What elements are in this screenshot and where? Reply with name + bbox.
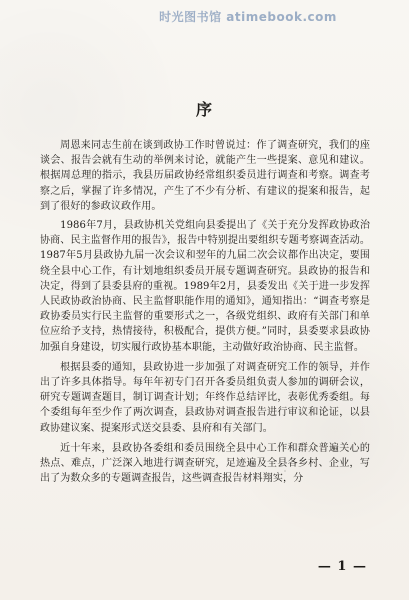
document-body (40, 138, 370, 491)
watermark: 时光图书馆 atimebook.com (159, 10, 337, 24)
paper-speck (108, 377, 110, 379)
page-title: 序 (195, 100, 213, 119)
paragraph-1: 周恩来同志生前在谈到政协工作时曾说过：作了调查研究，我们的座谈会、报告会就有生动的举例来讨论，就能产生一些提案、意见和建议。根据周总理的指示，我县历届政协经常组织委员进行调查和考察。调查考察之后，掌握了许多情况，产生了不少有分析、有建议的提案和报告，起到了很好的参政议政作用。 (40, 140, 370, 212)
paper-speck (284, 470, 286, 472)
paragraph-4: 近十年来，县政协各委组和委员围绕全县中心工作和群众普遍关心的热点、难点，广泛深入地进行调查研究，足迹遍及全县各乡村、企业，写出了为数众多的专题调查报告，这些调查报告材料翔实，分 (40, 442, 370, 485)
paragraph-2: 1986年7月，县政协机关党组向县委提出了《关于充分发挥政协政治协商、民主监督作用的报告》，报告中特别提出要组织专题考察调查活动。1987年5月县政协九届一次会议和翌年的九届二次会议都作出决定，要围绕全县中心工作，有计划地组织委员开展专题调查研究。县政协的报告和决定，得到了县委县府的重视。1989年2月，县委发出《关于进一步发挥人民政协政治协商、民主监督职能作用的通知》，通知指出：“调查考察是政协委员实行民主监督的重要形式之一，各级党组织、政府有关部门和单位应给予支持，热情接待，积极配合，提供方便。”同时，县委要求县政协加强自身建设，切实履行政协基本职能，主动做好政治协商、民主监督。 (40, 220, 370, 353)
paper-speck (294, 222, 296, 224)
page-number: — 1 — (317, 559, 367, 574)
paragraph-3: 根据县委的通知，县政协进一步加强了对调查研究工作的领导，并作出了许多具体指导。每年年初专门召开各委员组负责人参加的调研会议，研究专题调查题目，制订调查计划；年终作总结评比，表彰优秀委组。每个委组每年至少作了两次调查，县政协对调查报告进行审议和论证，以县政协建议案、提案形式送交县委、县府和有关部门。 (40, 361, 370, 434)
paper-speck (324, 153, 326, 155)
